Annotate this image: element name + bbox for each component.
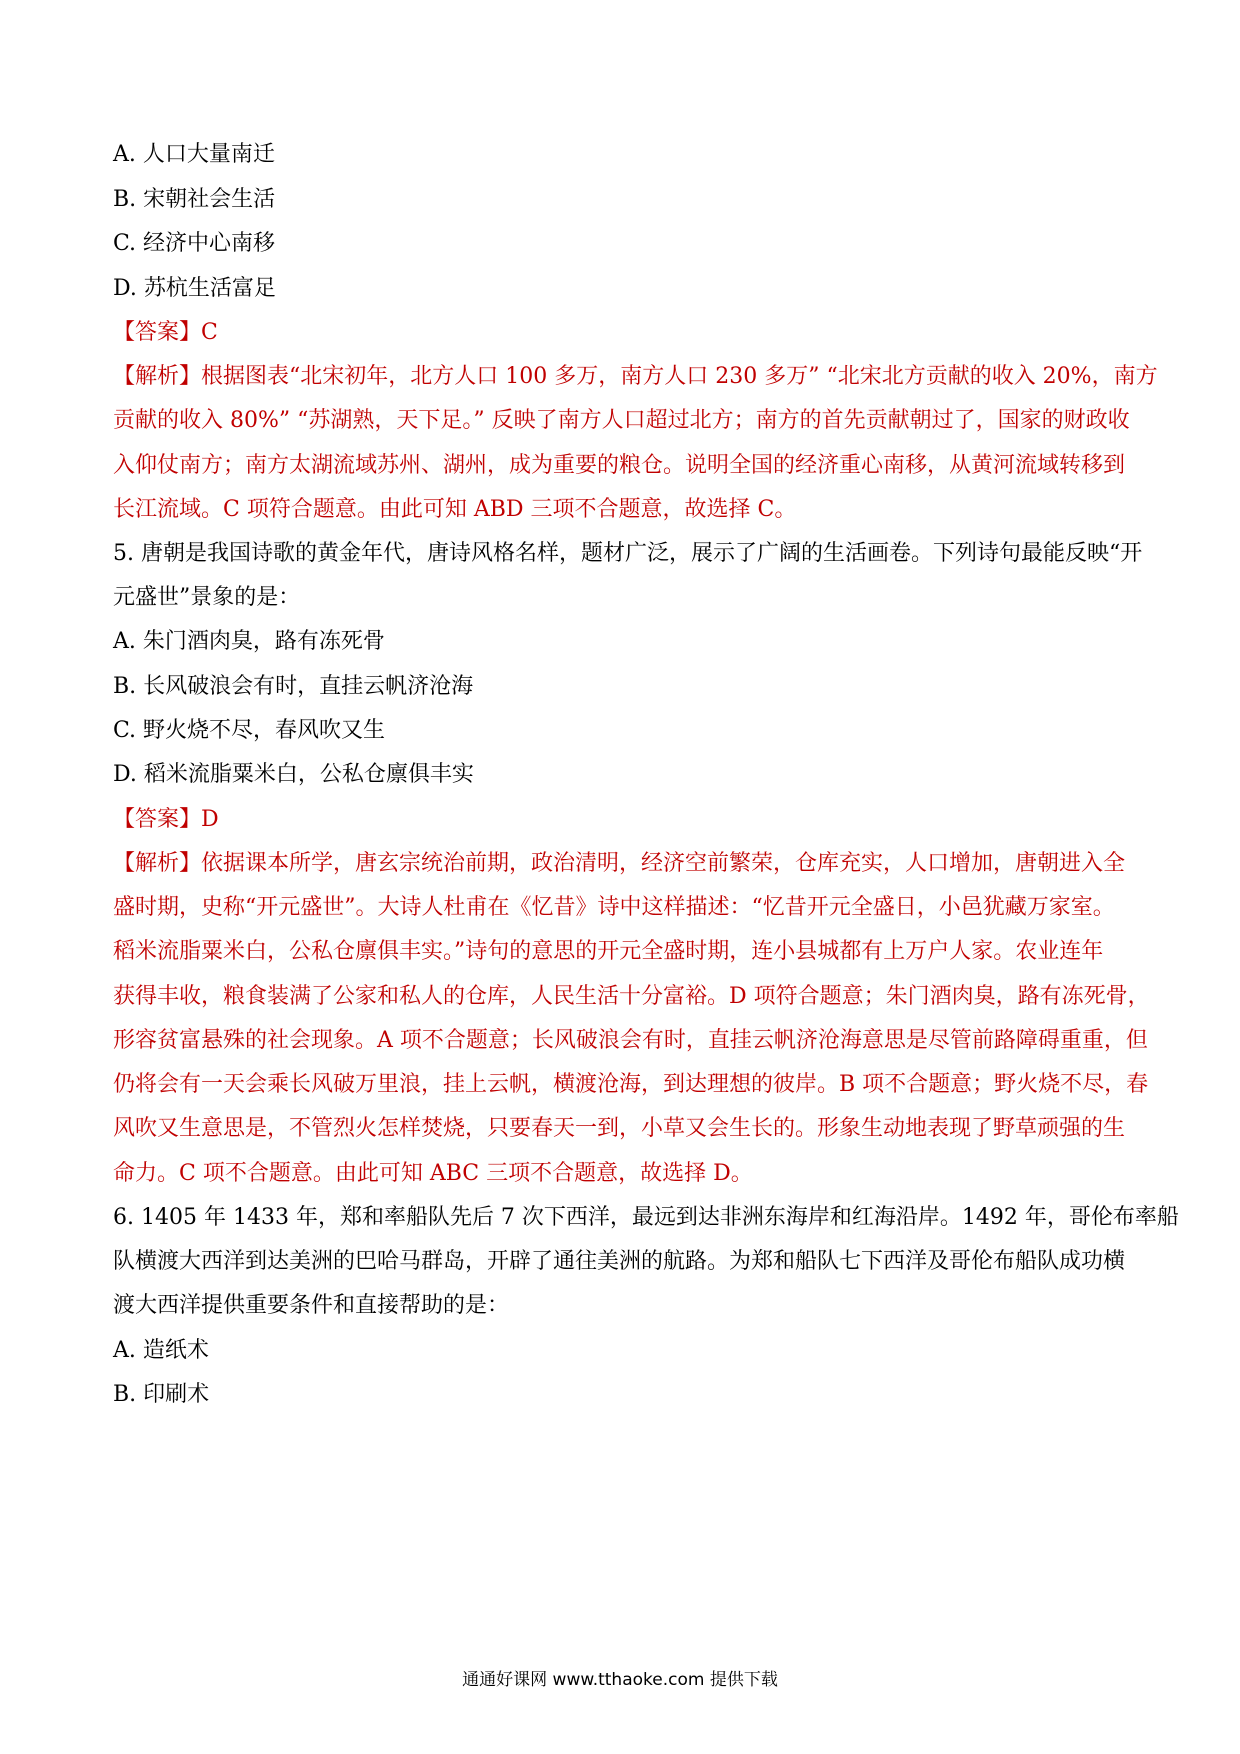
q5-explanation-line: 风吹又生意思是，不管烈火怎样焚烧，只要春天一到，小草又会生长的。形象生动地表现了野草顽强的生: [113, 1116, 1126, 1141]
q4-explanation-line: 长江流域。C 项符合题意。由此可知 ABD 三项不合题意，故选择 C。: [113, 497, 797, 522]
q6-option-a: A. 造纸术: [113, 1338, 209, 1363]
q4-explanation-line: 贡献的收入 80%” “苏湖熟，天下足。” 反映了南方人口超过北方；南方的首先贡献朝过了，国家的财政收: [113, 408, 1130, 433]
q4-answer: 【答案】C: [113, 320, 218, 345]
q5-option-b: B. 长风破浪会有时，直挂云帆济沧海: [113, 674, 474, 699]
q5-explanation-line: 命力。C 项不合题意。由此可知 ABC 三项不合题意，故选择 D。: [113, 1161, 753, 1186]
q6-stem-line: 队横渡大西洋到达美洲的巴哈马群岛，开辟了通往美洲的航路。为郑和船队七下西洋及哥伦布船队成功横: [113, 1249, 1126, 1274]
q4-option-d: D. 苏杭生活富足: [113, 276, 276, 301]
q5-explanation-line: 获得丰收，粮食装满了公家和私人的仓库，人民生活十分富裕。D 项符合题意；朱门酒肉臭，路有冻死骨，: [113, 984, 1150, 1009]
q5-explanation-line: 仍将会有一天会乘长风破万里浪，挂上云帆，横渡沧海，到达理想的彼岸。B 项不合题意；野火烧不尽，春: [113, 1072, 1149, 1097]
q4-explanation-line: 入仰仗南方；南方太湖流域苏州、湖州，成为重要的粮仓。说明全国的经济重心南移，从黄河流域转移到: [113, 453, 1126, 478]
q5-explanation-line: 盛时期，史称“开元盛世”。大诗人杜甫在《忆昔》诗中这样描述：“忆昔开元全盛日，小邑犹藏万家室。: [113, 895, 1115, 920]
q5-option-d: D. 稻米流脂粟米白，公私仓廪俱丰实: [113, 762, 474, 787]
q5-stem-line: 元盛世”景象的是：: [113, 585, 301, 610]
q5-explanation-line: 形容贫富悬殊的社会现象。A 项不合题意；长风破浪会有时，直挂云帆济沧海意思是尽管前路障碍重重，但: [113, 1028, 1148, 1053]
q5-answer: 【答案】D: [113, 807, 219, 832]
q4-explanation-line: 【解析】根据图表“北宋初年，北方人口 100 多万，南方人口 230 多万” “北宋北方贡献的收入 20%，南方: [113, 364, 1158, 389]
q4-option-c: C. 经济中心南移: [113, 231, 276, 256]
q5-option-c: C. 野火烧不尽，春风吹又生: [113, 718, 386, 743]
q5-explanation-line: 【解析】依据课本所学，唐玄宗统治前期，政治清明，经济空前繁荣，仓库充实，人口增加，唐朝进入全: [113, 851, 1126, 876]
q5-explanation-line: 稻米流脂粟米白，公私仓廪俱丰实。”诗句的意思的开元全盛时期，连小县城都有上万户人家。农业连年: [113, 939, 1104, 964]
q4-option-a: A. 人口大量南迁: [113, 142, 275, 167]
page-footer: 通通好课网 www.tthaoke.com 提供下载: [462, 1670, 778, 1690]
q6-stem-line: 6. 1405 年 1433 年，郑和率船队先后 7 次下西洋，最远到达非洲东海岸和红海沿岸。1492 年，哥伦布率船: [113, 1205, 1179, 1230]
q4-option-b: B. 宋朝社会生活: [113, 187, 276, 212]
q6-option-b: B. 印刷术: [113, 1382, 210, 1407]
q5-stem-line: 5. 唐朝是我国诗歌的黄金年代，唐诗风格名样，题材广泛，展示了广阔的生活画卷。下列诗句最能反映“开: [113, 541, 1143, 566]
q6-stem-line: 渡大西洋提供重要条件和直接帮助的是：: [113, 1293, 510, 1318]
q5-option-a: A. 朱门酒肉臭，路有冻死骨: [113, 629, 385, 654]
